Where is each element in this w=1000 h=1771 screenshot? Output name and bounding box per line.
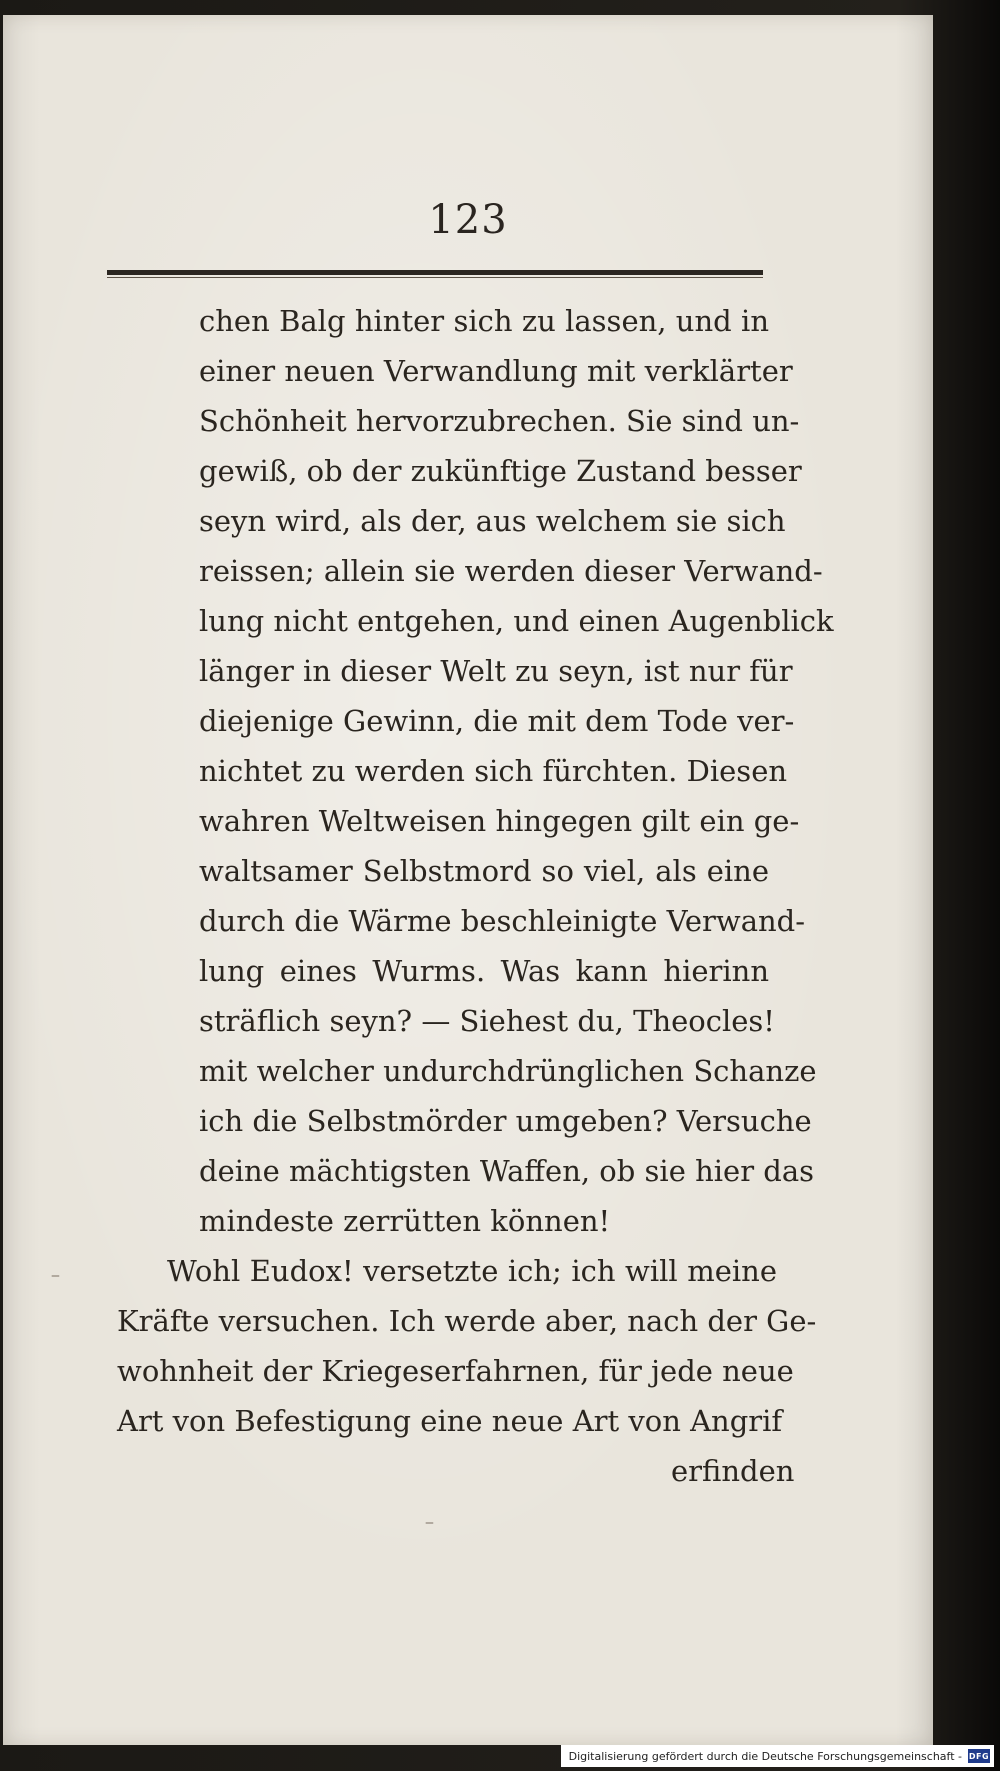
margin-mark: ‒ bbox=[51, 1268, 60, 1284]
text-line: Art von Befestigung eine neue Art von Angrif bbox=[117, 1404, 783, 1438]
text-line: Kräfte versuchen. Ich werde aber, nach der Ge- bbox=[117, 1304, 817, 1338]
text-line: deine mächtigsten Waffen, ob sie hier das bbox=[199, 1154, 815, 1188]
text-line: wohnheit der Kriegeserfahrnen, für jede neue bbox=[117, 1354, 794, 1388]
body-text bbox=[3, 15, 933, 1745]
text-line: mindeste zerrütten können! bbox=[199, 1204, 611, 1238]
footer-credit-bar bbox=[561, 1745, 994, 1767]
text-line: waltsamer Selbstmord so viel, als eine bbox=[199, 854, 769, 888]
text-line: Wohl Eudox! versetzte ich; ich will meine bbox=[167, 1254, 777, 1288]
book-page bbox=[3, 15, 933, 1745]
text-line: chen Balg hinter sich zu lassen, und in bbox=[199, 304, 769, 338]
text-line: einer neuen Verwandlung mit verklärter bbox=[199, 354, 793, 388]
dfg-logo-icon: DFG bbox=[968, 1749, 990, 1763]
text-line: lung eines Wurms. Was kann hierinn bbox=[199, 954, 769, 988]
text-line: seyn wird, als der, aus welchem sie sich bbox=[199, 504, 786, 538]
text-line: wahren Weltweisen hingegen gilt ein ge- bbox=[199, 804, 800, 838]
text-line: lung nicht entgehen, und einen Augenblick bbox=[199, 604, 834, 638]
paper-speck: ‒ bbox=[425, 1515, 434, 1531]
text-line: nichtet zu werden sich fürchten. Diesen bbox=[199, 754, 788, 788]
text-line: mit welcher undurchdrünglichen Schanze bbox=[199, 1054, 817, 1088]
text-line: gewiß, ob der zukünftige Zustand besser bbox=[199, 454, 802, 488]
catchword: erfinden bbox=[671, 1454, 795, 1488]
page-number: 123 bbox=[428, 197, 508, 243]
footer-credit: Digitalisierung gefördert durch die Deutsche Forschungsgemeinschaft - bbox=[568, 1749, 962, 1763]
text-line: länger in dieser Welt zu seyn, ist nur für bbox=[199, 654, 793, 688]
text-line: ich die Selbstmörder umgeben? Versuche bbox=[199, 1104, 812, 1138]
text-line: durch die Wärme beschleinigte Verwand- bbox=[199, 904, 806, 938]
text-line: diejenige Gewinn, die mit dem Tode ver- bbox=[199, 704, 795, 738]
text-line: sträflich seyn? — Siehest du, Theocles! bbox=[199, 1004, 775, 1038]
text-line: Schönheit hervorzubrechen. Sie sind un- bbox=[199, 404, 800, 438]
text-line: reissen; allein sie werden dieser Verwand- bbox=[199, 554, 823, 588]
